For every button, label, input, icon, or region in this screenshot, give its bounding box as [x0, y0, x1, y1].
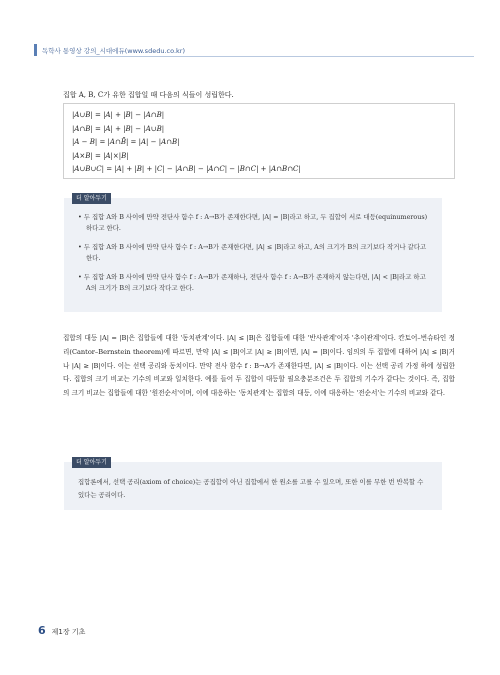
- note-box-cardinality: [64, 195, 442, 312]
- formula-box: [63, 103, 455, 179]
- body-paragraph: 집합의 대등 |A| = |B|은 집합들에 대한 '동치관계'이다. |A| ≤ |B|은 집합들에 대한 '반사관계'이자 '추이관계'이다. 칸토어–번슈타인 정리(Cantor–Bernstein theorem)에 따르면, 만약 |A| ≤ |B|이고 |A| ≥ |B|이면, |A| = |B|이다. 임의의 두 집합에 대하여 |A| ≤ |B|거나 |A| ≥ |B|이다. 이는 선택 공리와 동치이다. 만약 전사 함수 f : B→A가 존재한다면, |A| ≤ |B|이다. 이는 선택 공리 가정 하에 성립한다. 집합의 크기 비교는 기수의 비교와 일치한다. 예를 들어 두 집합이 대등할 필요충분조건은 두 집합의 기수가 같다는 것이다. 즉, 집합의 크기 비교는 집합들에 대한 '원전순서'이며, 이에 대응하는 '동치관계'는 집합의 대등, 이에 대응하는 '전순서'는 기수의 비교와 같다.: [63, 334, 455, 398]
- header-rule: [76, 56, 474, 57]
- formula-difference: |A − B| = |A∩B̄| = |A| − |A∩B|: [72, 138, 180, 147]
- page-number: 6: [38, 624, 46, 637]
- note-text-axiom-of-choice: 집합론에서, 선택 공리(axiom of choice)는 공집합이 아닌 집합에서 한 원소를 고를 수 있으며, 또한 이를 무한 번 반복할 수 있다는 공리이다.: [78, 478, 424, 499]
- formula-union: |A∪B| = |A| + |B| − |A∩B|: [72, 111, 165, 119]
- formula-product: |A×B| = |A|×|B|: [72, 151, 129, 160]
- note-box-choice: [64, 459, 442, 510]
- header-text: 독학사 통영상 강의_시대에듀(www.sdedu.co.kr): [42, 46, 185, 55]
- intro-sentence: 집합 A, B, C가 유한 집합일 때 다음의 식들이 성립한다.: [63, 91, 234, 99]
- formula-intersection: |A∩B| = |A| + |B| − |A∪B|: [72, 124, 165, 133]
- formula-inclusion-exclusion: |A∪B∪C| = |A| + |B| + |C| − |A∩B| − |A∩C| − |B∩C| + |A∩B∩C|: [72, 165, 301, 174]
- page-footer: [38, 624, 85, 637]
- note-badge: 더 알아두기: [72, 193, 111, 204]
- note-bullet-strict: • 두 집합 A와 B 사이에 만약 단사 함수 f : A→B가 존재하나, 전단사 함수 f : A→B가 존재하지 않는다면, |A| < |B|라고 하고 A의 크기가 B의 크기보다 작다고 한다.: [78, 272, 426, 293]
- chapter-label: 제1장 기초: [51, 628, 86, 636]
- note-bullet-injection: • 두 집합 A와 B 사이에 만약 단사 함수 f : A→B가 존재한다면, |A| ≤ |B|라고 하고, A의 크기가 B의 크기보다 작거나 같다고 한다.: [78, 242, 427, 263]
- header-accent-mark: [34, 44, 37, 56]
- note-bullet-bijection: • 두 집합 A와 B 사이에 만약 전단사 함수 f : A→B가 존재한다면, |A| = |B|라고 하고, 두 집합이 서로 대등(equinumerous)하다고 한다.: [78, 213, 428, 233]
- running-header: [34, 43, 474, 57]
- note-badge: 더 알아두기: [72, 457, 111, 468]
